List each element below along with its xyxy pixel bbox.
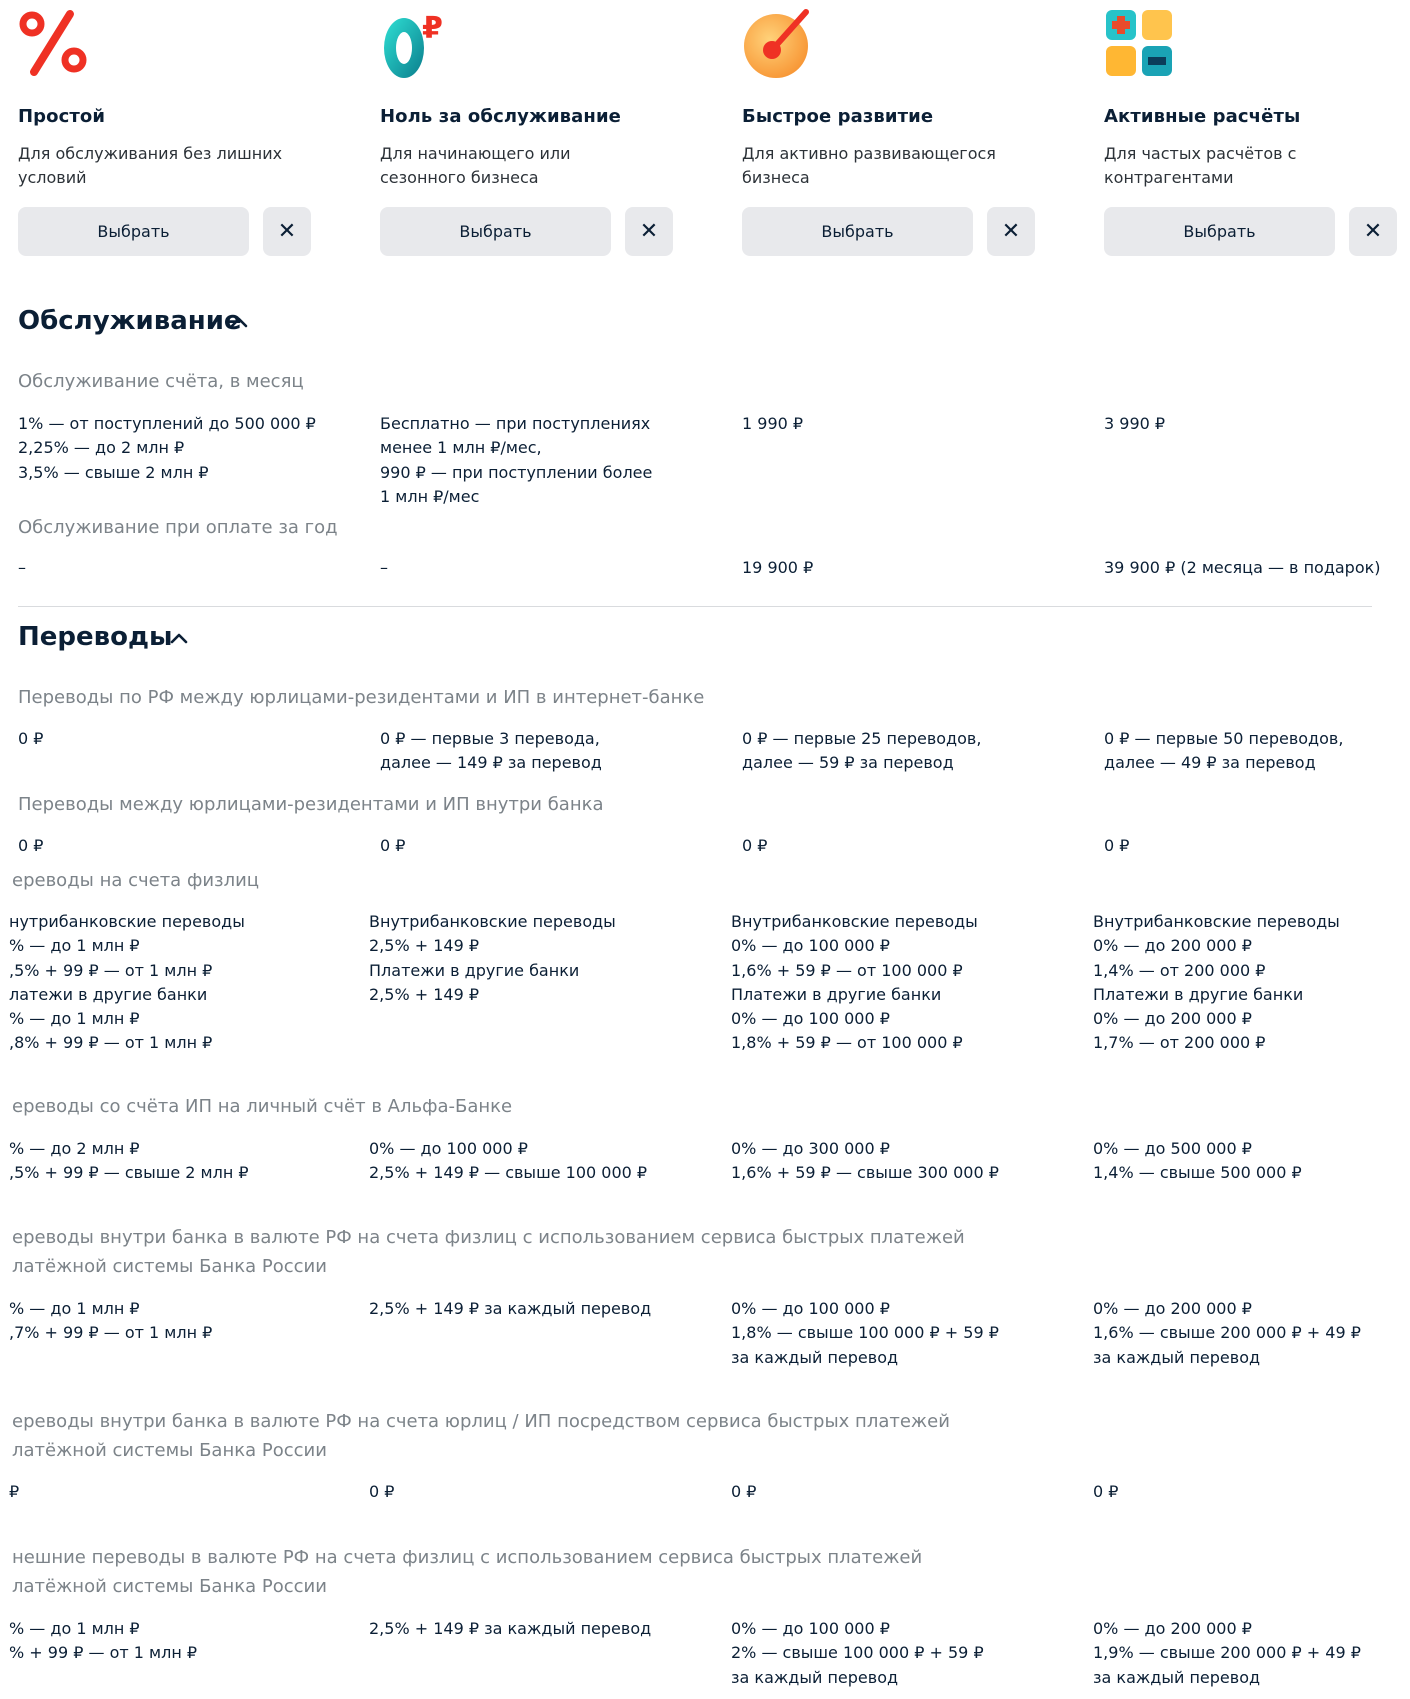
section-title-service[interactable]: Обслуживание	[18, 306, 242, 336]
table-cell: Бесплатно — при поступлениях менее 1 млн ₽/мес, 990 ₽ — при поступлении более 1 млн ₽/мес	[380, 414, 653, 506]
plan-description: Для начинающего или сезонного бизнеса	[380, 144, 571, 187]
table-cell: 0 ₽	[742, 836, 768, 855]
table-cell: нутрибанковские переводы % — до 1 млн ₽ ,5% + 99 ₽ — от 1 млн ₽ латежи в другие банки % — до 1 млн ₽ ,8% + 99 ₽ — от 1 млн ₽	[9, 912, 245, 1053]
zero-ruble-icon	[380, 8, 452, 80]
row-label: Обслуживание счёта, в месяц	[18, 371, 304, 392]
row-label: Переводы между юрлицами-резидентами и ИП внутри банка	[18, 794, 604, 815]
table-cell: ₽	[9, 1482, 20, 1501]
chevron-up-icon[interactable]	[230, 316, 248, 328]
percent-icon	[18, 8, 90, 80]
table-cell: 0% — до 100 000 ₽ 1,8% — свыше 100 000 ₽ + 59 ₽ за каждый перевод	[731, 1299, 999, 1367]
table-cell: 0% — до 300 000 ₽ 1,6% + 59 ₽ — свыше 300 000 ₽	[731, 1139, 999, 1183]
plan-name: Ноль за обслуживание	[380, 106, 621, 127]
table-cell: 2,5% + 149 ₽ за каждый перевод	[369, 1299, 652, 1318]
table-cell: % — до 2 млн ₽ ,5% + 99 ₽ — свыше 2 млн ₽	[9, 1139, 249, 1183]
row-label: Обслуживание при оплате за год	[18, 517, 338, 538]
table-cell: 0% — до 100 000 ₽ 2% — свыше 100 000 ₽ + 59 ₽ за каждый перевод	[731, 1619, 984, 1687]
remove-plan-button[interactable]: ✕	[263, 207, 311, 256]
section-title-transfers[interactable]: Переводы	[18, 622, 173, 652]
table-cell: 0 ₽	[1104, 836, 1130, 855]
remove-plan-button[interactable]: ✕	[1349, 207, 1397, 256]
chevron-up-icon[interactable]	[170, 632, 188, 644]
row-label: нешние переводы в валюте РФ на счета физлиц с использованием сервиса быстрых платежей латёжной системы Банка России	[12, 1547, 923, 1597]
table-cell: 1 990 ₽	[742, 414, 804, 433]
row-label: ереводы на счета физлиц	[12, 870, 260, 891]
speedometer-icon	[742, 8, 814, 80]
select-plan-button[interactable]: Выбрать	[18, 207, 249, 256]
table-cell: 0 ₽	[1093, 1482, 1119, 1501]
select-plan-button[interactable]: Выбрать	[380, 207, 611, 256]
table-cell: 0 ₽	[731, 1482, 757, 1501]
table-cell: –	[380, 558, 388, 577]
table-cell: 0 ₽ — первые 3 перевода, далее — 149 ₽ за перевод	[380, 729, 602, 773]
table-cell: 0 ₽	[18, 836, 44, 855]
select-plan-button[interactable]: Выбрать	[1104, 207, 1335, 256]
row-label: ереводы внутри банка в валюте РФ на счета физлиц с использованием сервиса быстрых платежей латёжной системы Банка России	[12, 1227, 965, 1277]
calculator-icon	[1104, 8, 1176, 80]
table-cell: 19 900 ₽	[742, 558, 814, 577]
table-cell: 0 ₽ — первые 50 переводов, далее — 49 ₽ за перевод	[1104, 729, 1344, 773]
table-cell: 0% — до 500 000 ₽ 1,4% — свыше 500 000 ₽	[1093, 1139, 1302, 1183]
plan-name: Быстрое развитие	[742, 106, 934, 127]
row-label: ереводы внутри банка в валюте РФ на счета юрлиц / ИП посредством сервиса быстрых платежей латёжной системы Банка России	[12, 1411, 950, 1461]
select-plan-button[interactable]: Выбрать	[742, 207, 973, 256]
table-cell: Внутрибанковские переводы 0% — до 200 000 ₽ 1,4% — от 200 000 ₽ Платежи в другие банки 0% — до 200 000 ₽ 1,7% — от 200 000 ₽	[1093, 912, 1340, 1053]
table-cell: 3 990 ₽	[1104, 414, 1166, 433]
plan-description: Для частых расчётов с контрагентами	[1104, 144, 1297, 187]
plan-name: Активные расчёты	[1104, 106, 1301, 127]
table-cell: 0% — до 100 000 ₽ 2,5% + 149 ₽ — свыше 100 000 ₽	[369, 1139, 648, 1183]
table-cell: 2,5% + 149 ₽ за каждый перевод	[369, 1619, 652, 1638]
plan-name: Простой	[18, 106, 106, 127]
table-cell: 39 900 ₽ (2 месяца — в подарок)	[1104, 558, 1381, 577]
table-cell: –	[18, 558, 26, 577]
section-divider	[18, 606, 1372, 607]
table-cell: % — до 1 млн ₽ ,7% + 99 ₽ — от 1 млн ₽	[9, 1299, 213, 1343]
table-cell: 0 ₽	[380, 836, 406, 855]
svg-text:₽: ₽	[422, 11, 443, 46]
table-cell: Внутрибанковские переводы 2,5% + 149 ₽ Платежи в другие банки 2,5% + 149 ₽	[369, 912, 616, 1004]
table-cell: 0 ₽	[18, 729, 44, 748]
table-cell: 1% — от поступлений до 500 000 ₽ 2,25% — до 2 млн ₽ 3,5% — свыше 2 млн ₽	[18, 414, 316, 482]
table-cell: 0 ₽	[369, 1482, 395, 1501]
table-cell: 0 ₽ — первые 25 переводов, далее — 59 ₽ за перевод	[742, 729, 982, 773]
remove-plan-button[interactable]: ✕	[625, 207, 673, 256]
table-cell: Внутрибанковские переводы 0% — до 100 000 ₽ 1,6% + 59 ₽ — от 100 000 ₽ Платежи в другие банки 0% — до 100 000 ₽ 1,8% + 59 ₽ — от 100 000 ₽	[731, 912, 978, 1053]
plan-description: Для активно развивающегося бизнеса	[742, 144, 996, 187]
table-cell: 0% — до 200 000 ₽ 1,9% — свыше 200 000 ₽ + 49 ₽ за каждый перевод	[1093, 1619, 1361, 1687]
table-cell: % — до 1 млн ₽ % + 99 ₽ — от 1 млн ₽	[9, 1619, 198, 1663]
row-label: Переводы по РФ между юрлицами-резидентами и ИП в интернет-банке	[18, 687, 705, 708]
plan-description: Для обслуживания без лишних условий	[18, 144, 283, 187]
remove-plan-button[interactable]: ✕	[987, 207, 1035, 256]
row-label: ереводы со счёта ИП на личный счёт в Альфа-Банке	[12, 1096, 513, 1117]
table-cell: 0% — до 200 000 ₽ 1,6% — свыше 200 000 ₽ + 49 ₽ за каждый перевод	[1093, 1299, 1361, 1367]
